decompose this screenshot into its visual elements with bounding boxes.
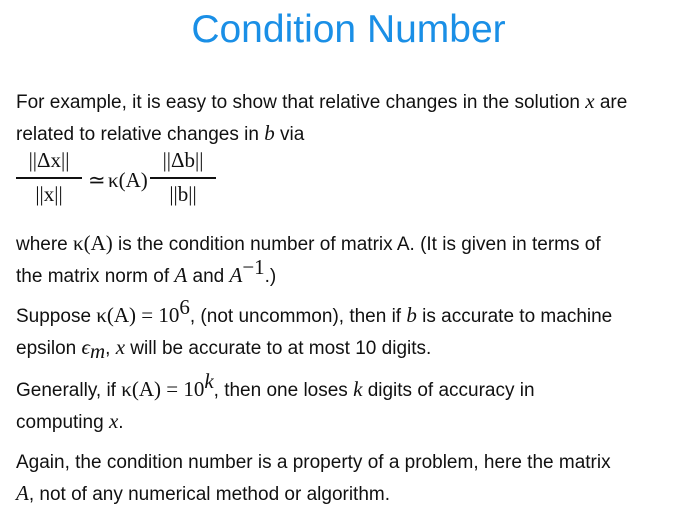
math-A: A bbox=[229, 263, 243, 287]
paragraph-generally bbox=[16, 369, 686, 438]
fraction-bar bbox=[150, 177, 216, 179]
math-x: x bbox=[108, 409, 119, 433]
math-A: A bbox=[16, 481, 29, 505]
text: , bbox=[105, 338, 116, 359]
math-epsilon-subscript: m bbox=[89, 339, 106, 363]
denominator-x: ||x|| bbox=[35, 181, 63, 206]
text: where bbox=[16, 234, 74, 255]
numerator-delta-x: ||Δx|| bbox=[28, 148, 70, 172]
math-x: x bbox=[115, 335, 126, 359]
denominator-b: ||b|| bbox=[169, 181, 197, 206]
fraction-bar bbox=[16, 177, 82, 179]
math-A: A bbox=[174, 263, 188, 287]
text: related to relative changes in bbox=[16, 124, 265, 145]
text: are bbox=[594, 92, 628, 113]
math-kappa: κ(A) bbox=[73, 231, 113, 255]
fraction-rhs bbox=[150, 148, 216, 207]
text: via bbox=[274, 124, 305, 145]
paragraph-again bbox=[16, 447, 686, 510]
text: digits of accuracy in bbox=[362, 380, 535, 401]
text: is accurate to machine bbox=[416, 306, 613, 327]
math-x: x bbox=[585, 89, 595, 113]
math-exponent: k bbox=[204, 369, 214, 393]
text: . bbox=[118, 412, 124, 433]
approx-symbol: ≃ bbox=[88, 168, 106, 192]
text: , (not uncommon), then if bbox=[189, 306, 407, 327]
text: , not of any numerical method or algorithm. bbox=[28, 484, 391, 505]
math-b: b bbox=[264, 121, 275, 145]
text: Again, the condition number is a property of a problem, here the matrix bbox=[16, 452, 611, 473]
text: epsilon bbox=[16, 338, 82, 359]
text: For example, it is easy to show that relative changes in the solution bbox=[16, 92, 586, 113]
numerator-delta-b: ||Δb|| bbox=[162, 148, 204, 172]
math-k: k bbox=[353, 377, 363, 401]
text: .) bbox=[264, 266, 277, 287]
text: Generally, if bbox=[16, 380, 122, 401]
text: is the condition number of matrix A. (It is given in terms of bbox=[112, 234, 601, 255]
text: Suppose bbox=[16, 306, 97, 327]
math-epsilon: ϵ bbox=[81, 335, 90, 359]
math-kappa-equals: κ(A) = 10 bbox=[96, 303, 180, 327]
paragraph-where-kappa bbox=[16, 228, 686, 292]
math-inverse-exponent: −1 bbox=[242, 255, 265, 279]
text: and bbox=[187, 266, 230, 287]
text: will be accurate to at most 10 digits. bbox=[125, 338, 432, 359]
paragraph-relative-changes bbox=[16, 86, 686, 150]
text: , then one loses bbox=[213, 380, 354, 401]
text: computing bbox=[16, 412, 109, 433]
kappa-A: κ(A) bbox=[108, 168, 148, 192]
math-b: b bbox=[406, 303, 417, 327]
text: the matrix norm of bbox=[16, 266, 175, 287]
slide-title: Condition Number bbox=[191, 8, 506, 51]
math-exponent: 6 bbox=[179, 295, 190, 319]
math-kappa-equals: κ(A) = 10 bbox=[121, 377, 205, 401]
fraction-lhs bbox=[16, 148, 82, 207]
paragraph-suppose bbox=[16, 295, 686, 364]
